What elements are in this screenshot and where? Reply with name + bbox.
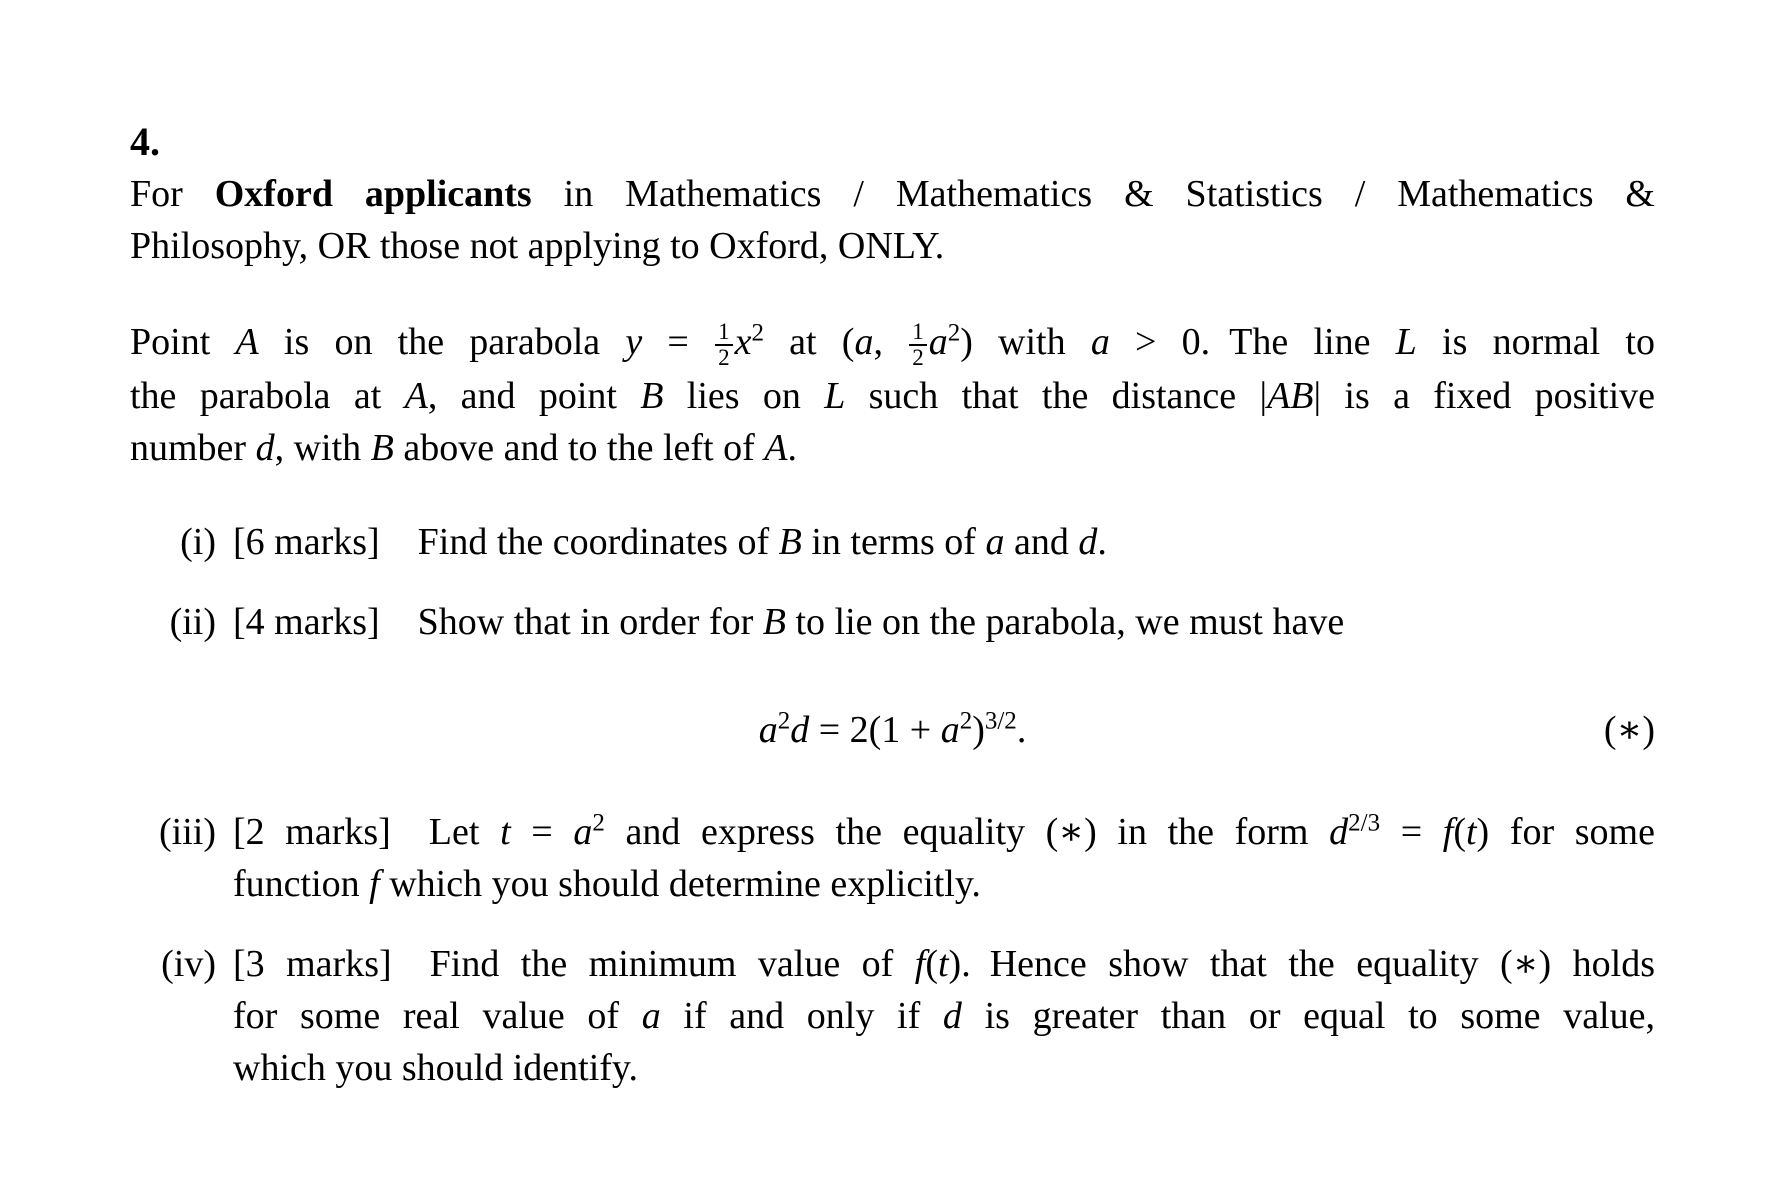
fraction-numerator: 1 [912, 319, 924, 345]
text-run: B [640, 375, 664, 418]
text-run: A [764, 427, 788, 470]
item-iv-label: (iv) [161, 943, 216, 986]
text-line [130, 370, 1655, 422]
fraction-denominator: 2 [909, 344, 927, 370]
text-run: > 0. The line [1109, 321, 1396, 363]
text-run: 2 [592, 809, 605, 837]
text-run: is greater than or equal to some value, [961, 995, 1655, 1038]
text-run: B [370, 427, 394, 470]
text-run: A [404, 375, 428, 418]
text-run: 2 [751, 319, 764, 347]
text-run: which you should identify. [233, 1047, 638, 1090]
text-run: ). Hence show that the equality (∗) holds [948, 943, 1655, 986]
text-run: y [625, 321, 643, 363]
equation-body [759, 704, 1027, 756]
text-run: in Mathematics / Mathematics & Statistics / Mathematics & [531, 173, 1655, 215]
text-run: [2 marks] Let [233, 811, 501, 854]
equation-tag: (∗) [1603, 709, 1655, 752]
text-line [130, 220, 1655, 272]
text-line [233, 990, 1655, 1042]
text-run: . [1016, 709, 1027, 752]
text-line [130, 316, 1655, 370]
item-i-label: (i) [180, 521, 216, 564]
text-run: , and point [427, 375, 641, 418]
text-run: in terms of [801, 521, 986, 564]
text-run: A [235, 321, 259, 363]
text-run: lies on [663, 375, 825, 418]
text-run: a [1090, 321, 1110, 363]
text-run: is normal to [1416, 321, 1655, 363]
text-run: a [854, 321, 874, 363]
text-run: d [790, 709, 810, 752]
fraction [715, 320, 733, 370]
text-line [233, 938, 1655, 990]
fraction-denominator: 2 [715, 344, 733, 370]
text-run: a [928, 321, 948, 363]
item-ii-label: (ii) [169, 601, 216, 644]
text-run: = [510, 811, 574, 854]
item-ii-body [233, 596, 1655, 648]
text-run: f [914, 943, 926, 986]
text-run: For [130, 173, 215, 215]
text-run: 3/2 [984, 707, 1017, 735]
text-run: . [1097, 521, 1107, 564]
text-run: ) for some [1476, 811, 1655, 854]
text-run: L [824, 375, 846, 418]
text-run: = [642, 321, 715, 363]
item-iii-body [233, 806, 1655, 910]
text-run: such that the distance | [845, 375, 1268, 418]
text-run: d [1078, 521, 1098, 564]
intro-paragraph [130, 316, 1655, 474]
text-line [233, 596, 1655, 648]
text-run: ( [925, 943, 938, 986]
text-run: B [762, 601, 786, 644]
text-run: if and only if [660, 995, 943, 1038]
text-run: Philosophy, OR those not applying to Oxford, ONLY. [130, 225, 945, 267]
text-run: Oxford applicants [214, 173, 532, 215]
item-iv [130, 938, 1655, 1094]
text-run: , [873, 321, 909, 363]
text-run: for some real value of [233, 995, 642, 1038]
text-run: a [573, 811, 593, 854]
text-line [233, 1042, 1655, 1094]
text-run: 2 [959, 707, 973, 735]
text-run: | is a fixed positive [1313, 375, 1655, 418]
text-run: f [1442, 811, 1454, 854]
text-run: a [940, 709, 960, 752]
text-run: [4 marks] Show that in order for [233, 601, 763, 644]
text-run: AB [1267, 375, 1314, 418]
text-run: which you should determine explicitly. [379, 863, 981, 906]
text-line [233, 806, 1655, 858]
text-line [233, 516, 1655, 568]
text-run: the parabola at [130, 375, 405, 418]
text-run: ) with [960, 321, 1091, 363]
text-run: L [1395, 321, 1417, 363]
text-run: [6 marks] Find the coordinates of [233, 521, 779, 564]
text-run: = [1380, 811, 1443, 854]
item-iii [130, 806, 1655, 910]
text-run: above and to the left of [393, 427, 765, 470]
text-line [130, 422, 1655, 474]
text-run: [3 marks] Find the minimum value of [233, 943, 915, 986]
text-run: d [255, 427, 275, 470]
text-run: 2/3 [1348, 809, 1381, 837]
problem-number: 4. [130, 119, 160, 164]
text-run: function [233, 863, 370, 906]
text-run: and [1004, 521, 1079, 564]
fraction [909, 320, 927, 370]
text-run: ( [1453, 811, 1466, 854]
text-run: 2 [777, 707, 791, 735]
text-run: number [130, 427, 256, 470]
text-run: and express the equality (∗) in the form [604, 811, 1330, 854]
text-run: 2 [947, 319, 961, 347]
header-paragraph [130, 168, 1655, 272]
text-run: d [1329, 811, 1349, 854]
item-iii-label: (iii) [159, 811, 216, 854]
text-run: to lie on the parabola, we must have [786, 601, 1345, 644]
text-run: = 2(1 + [809, 709, 941, 752]
text-run: Point [130, 321, 236, 363]
text-run: B [778, 521, 802, 564]
text-run: . [787, 427, 797, 470]
text-line [130, 168, 1655, 220]
text-run: d [942, 995, 962, 1038]
item-iv-body [233, 938, 1655, 1094]
text-run: at ( [763, 321, 855, 363]
text-run: f [369, 863, 380, 906]
text-run: t [500, 811, 511, 854]
text-run: a [641, 995, 661, 1038]
text-line [233, 858, 1655, 910]
item-i [130, 516, 1655, 568]
text-run: t [937, 943, 949, 986]
display-equation [130, 694, 1655, 766]
text-run: a [758, 709, 778, 752]
item-i-body [233, 516, 1655, 568]
text-run: a [985, 521, 1005, 564]
item-ii [130, 596, 1655, 648]
text-run: x [734, 321, 752, 363]
text-run: , with [274, 427, 371, 470]
text-run: t [1465, 811, 1477, 854]
text-run: is on the parabola [258, 321, 626, 363]
text-run: ) [972, 709, 985, 752]
fraction-numerator: 1 [718, 319, 730, 345]
